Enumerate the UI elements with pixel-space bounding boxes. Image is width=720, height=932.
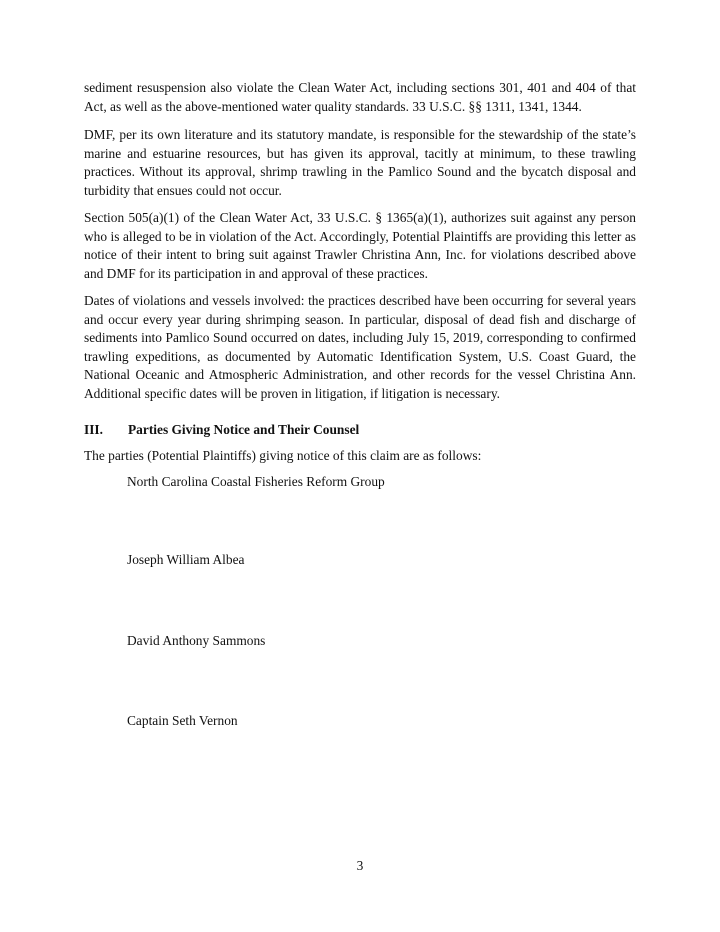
party-name: North Carolina Coastal Fisheries Reform Group (127, 474, 385, 489)
paragraph-dates-of-violations: Dates of violations and vessels involved: the practices described have been occurring for several years and occur every year during shrimping season. In particular, disposal of dead fish and discharge of sediments into Pamlico Sound occurred on dates, including July 15, 2019, corresponding to confirmed trawling expeditions, as documented by Automatic Identification System, U.S. Coast Guard, the National Oceanic and Atmospheric Administration, and other records for the vessel Christina Ann. Additional specific dates will be proven in litigation, if litigation is necessary. (84, 293, 636, 401)
parties-intro: The parties (Potential Plaintiffs) giving notice of this claim are as follows: (84, 448, 482, 463)
paragraph-section-505-notice: Section 505(a)(1) of the Clean Water Act, 33 U.S.C. § 1365(a)(1), authorizes suit against any person who is alleged to be in violation of the Act. Accordingly, Potential Plaintiffs are providing this letter as notice of their intent to bring suit against Trawler Christina Ann, Inc. for violations described above and DMF for its participation in and approval of these practices. (84, 210, 636, 281)
party-name: Joseph William Albea (127, 552, 245, 567)
party-name: Captain Seth Vernon (127, 713, 238, 728)
page-number: 3 (356, 858, 364, 873)
paragraph-dmf-responsibility: DMF, per its own literature and its statutory mandate, is responsible for the stewardship of the state’s marine and estuarine resources, but has given its approval, tacitly at minimum, to these trawling practices. Without its approval, shrimp trawling in the Pamlico Sound and the bycatch disposal and turbidity that ensues could not occur. (84, 127, 636, 198)
section-number: III. (84, 422, 103, 437)
party-name: David Anthony Sammons (127, 633, 266, 648)
section-title: Parties Giving Notice and Their Counsel (128, 422, 360, 437)
section-heading (84, 421, 359, 440)
paragraph-clean-water-act-violations: sediment resuspension also violate the Clean Water Act, including sections 301, 401 and 404 of that Act, as well as the above-mentioned water quality standards. 33 U.S.C. §§ 1311, 1341, 1344. (84, 80, 636, 114)
